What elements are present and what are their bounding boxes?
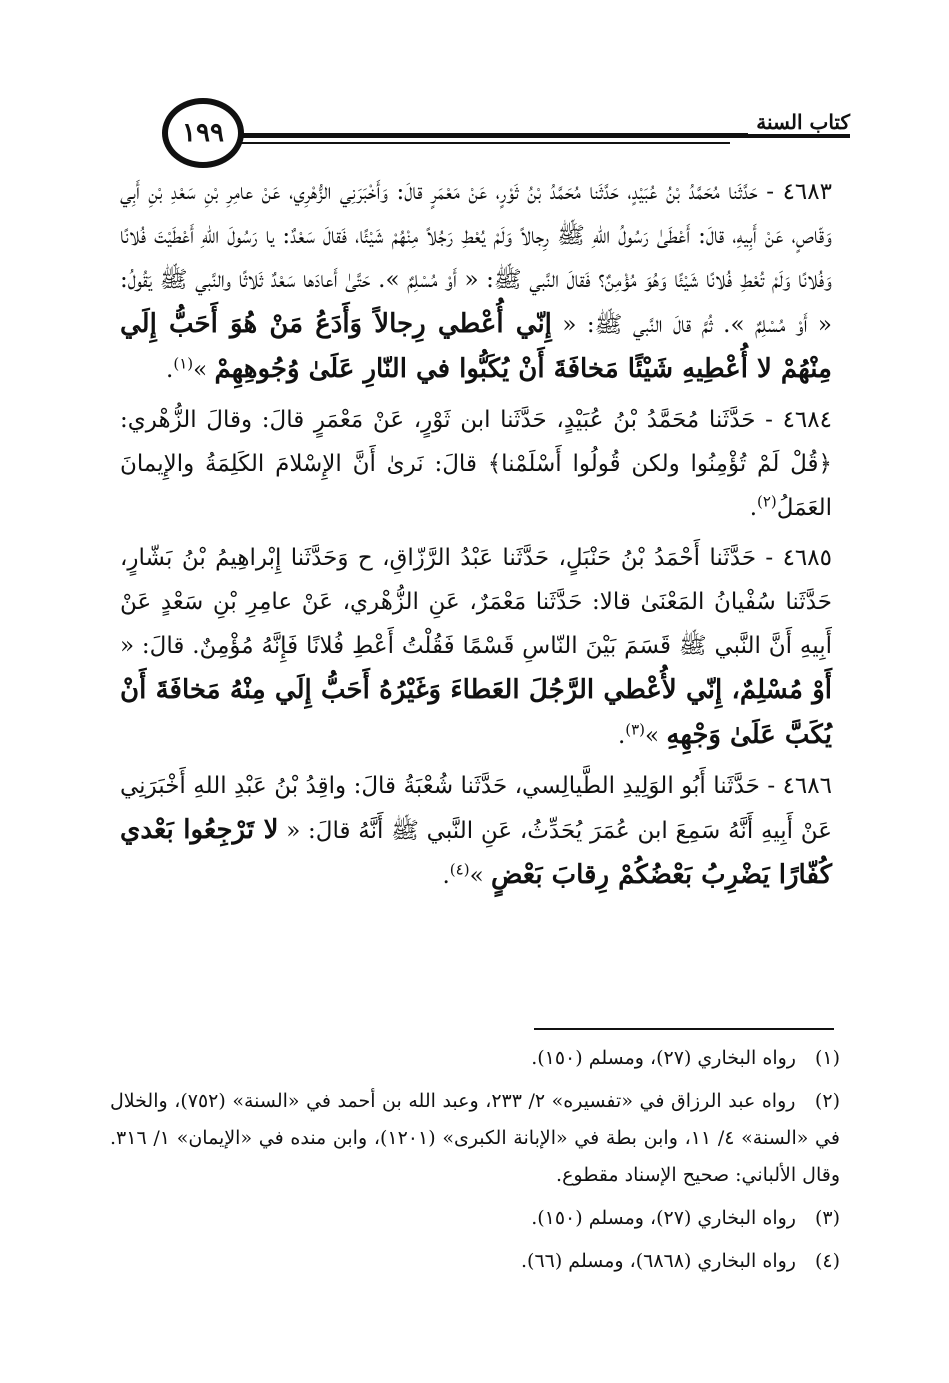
footnote-number: (٢) (814, 1090, 840, 1112)
hadith-paragraph: ٤٦٨٣ - حَدَّثَنا مُحَمَّدُ بْنُ عُبَيْدٍ، حَدَّثَنا مُحَمَّدُ بْنُ ثَوْرٍ، عَنْ مَعْمَرٍ قالَ: وَأَخْبَرَنِي الزُّهْرِي، عَنْ عامِرِ بْنِ سَعْدِ بْنِ أَبِي وَقّاصٍ، عَنْ أَبِيهِ، قالَ: أَعْطَىٰ رَسُولُ اللهِ ﷺ رِجالاً وَلَمْ يُعْطِ رَجُلاً مِنْهُمْ شَيْئًا، فَقالَ سَعْدٌ: يا رَسُولَ اللهِ أَعْطَيْتَ فُلانًا وَفُلانًا وَلَمْ تُعْطِ فُلانًا شَيْئًا وَهُوَ مُؤْمِنٌ؟ فَقالَ النَّبي ﷺ: « أَوْ مُسْلِمٌ ». حَتَّىٰ أَعادَها سَعْدٌ ثَلاثًا والنَّبي ﷺ يَقُولُ: « أَوْ مُسْلِمٌ ». ثُمَّ قالَ النَّبي ﷺ: « إِنّي أُعْطي رِجالاً وَأَدَعُ مَنْ هُوَ أَحَبُّ إِلَي مِنْهُمْ لا أُعْطِيهِ شَيْئًا مَخافَةَ أَنْ يُكَبُّوا في النّارِ عَلَىٰ وُجُوهِهِمْ »$^{(١)}$. (120, 179, 833, 384)
hadith-matn: إِنّي أُعْطي رِجالاً وَأَدَعُ مَنْ هُوَ أَحَبُّ إِلَي مِنْهُمْ لا أُعْطِيهِ شَيْئًا مَخافَةَ أَنْ يُكَبُّوا في النّارِ عَلَىٰ وُجُوهِهِمْ (120, 309, 832, 384)
footnote-ref: (١) (173, 354, 194, 373)
hadith-text: حَدَّثَنا مُحَمَّدُ بْنُ عُبَيْدٍ، حَدَّثَنا مُحَمَّدُ بْنُ ثَوْرٍ، عَنْ مَعْمَرٍ قالَ: وَأَخْبَرَنِي الزُّهْرِي، عَنْ عامِرِ بْنِ سَعْدِ بْنِ أَبِي وَقّاصٍ، عَنْ أَبِيهِ، قالَ: أَعْطَىٰ رَسُولُ اللهِ ﷺ رِجالاً وَلَمْ يُعْطِ رَجُلاً مِنْهُمْ شَيْئًا، فَقالَ سَعْدٌ: يا رَسُولَ اللهِ أَعْطَيْتَ فُلانًا وَفُلانًا وَلَمْ تُعْطِ فُلانًا شَيْئًا وَهُوَ مُؤْمِنٌ؟ فَقالَ النَّبي ﷺ: « أَوْ مُسْلِمٌ ». حَتَّىٰ أَعادَها سَعْدٌ ثَلاثًا والنَّبي ﷺ يَقُولُ: « أَوْ مُسْلِمٌ ». ثُمَّ قالَ النَّبي ﷺ: « (120, 179, 833, 338)
hadith-paragraph: ٤٦٨٤ - حَدَّثَنا مُحَمَّدُ بْنُ عُبَيْدٍ، حَدَّثَنا ابن ثَوْرٍ، عَنْ مَعْمَرٍ قالَ: وقالَ الزُّهْري: ﴿قُلْ لَمْ تُؤْمِنُوا ولكن قُولُوا أَسْلَمْنا﴾ قالَ: نَرىٰ أَنَّ الإِسْلامَ الكَلِمَةُ والإِيمانَ العَمَلُ$^{(٢)}$. (120, 407, 832, 521)
footnote-separator (534, 1028, 834, 1030)
footnote-ref: (٤) (449, 860, 470, 879)
hadith-number: ٤٦٨٥ (782, 545, 832, 571)
footnotes (110, 1040, 840, 1286)
hadith-closing: » (193, 357, 208, 383)
hadith-text: حَدَّثَنا مُحَمَّدُ بْنُ عُبَيْدٍ، حَدَّثَنا ابن ثَوْرٍ، عَنْ مَعْمَرٍ قالَ: وقالَ الزُّهْري: ﴿قُلْ لَمْ تُؤْمِنُوا ولكن قُولُوا أَسْلَمْنا﴾ قالَ: نَرىٰ أَنَّ الإِسْلامَ الكَلِمَةُ والإِيمانَ العَمَلُ (120, 407, 832, 521)
hadith-closing: » (469, 863, 484, 889)
footnote-number: (٤) (814, 1250, 840, 1272)
footnote-text: رواه عبد الرزاق في «تفسيره» ٢/ ٢٣٣، وعبد الله بن أحمد في «السنة» (٧٥٢)، والخلال في «السنة» ٤/ ١١، وابن بطة في «الإبانة الكبرى» (١٢٠١)، وابن منده في «الإيمان» ١/ ٣١٦. وقال الألباني: صحيح الإسناد مقطوع. (110, 1090, 840, 1186)
footnote (110, 1200, 840, 1237)
footnote (110, 1040, 840, 1077)
hadith-paragraph: ٤٦٨٦ - حَدَّثَنا أَبُو الوَلِيدِ الطَّيالِسي، حَدَّثَنا شُعْبَةُ قالَ: واقِدُ بْنُ عَبْدِ اللهِ أَخْبَرَنِي عَنْ أَبِيهِ أَنَّهُ سَمِعَ ابن عُمَرَ يُحَدِّثُ، عَنِ النَّبي ﷺ أَنَّهُ قالَ: « لا تَرْجِعُوا بَعْدي كُفّارًا يَضْرِبُ بَعْضُكُمْ رِقابَ بَعْضٍ »$^{(٤)}$. (120, 773, 833, 890)
footnote-ref: (٣) (625, 720, 646, 739)
footnote-text: رواه البخاري (٦٨٦٨)، ومسلم (٦٦). (520, 1250, 796, 1272)
footnote-ref: (٢) (757, 492, 777, 511)
hadith-number: ٤٦٨٣ (782, 179, 832, 205)
hadith-text: حَدَّثَنا أَحْمَدُ بْنُ حَنْبَلٍ، حَدَّثَنا عَبْدُ الرَّزّاقِ، ح وَحَدَّثَنا إِبْراهِيمُ بْنُ بَشّارٍ، حَدَّثَنا سُفْيانُ المَعْنَىٰ قالا: حَدَّثَنا مَعْمَرٌ، عَنِ الزُّهْري، عَنْ عامِرِ بْنِ سَعْدٍ عَنْ أَبِيهِ أَنَّ النَّبي ﷺ قَسَمَ بَيْنَ النّاسِ قَسْمًا فَقُلْتُ أَعْطِ فُلانًا فَإِنَّهُ مُؤْمِنٌ. قالَ: « (120, 545, 832, 659)
footnote (110, 1243, 840, 1280)
hadith-text: حَدَّثَنا أَبُو الوَلِيدِ الطَّيالِسي، حَدَّثَنا شُعْبَةُ قالَ: واقِدُ بْنُ عَبْدِ اللهِ أَخْبَرَنِي عَنْ أَبِيهِ أَنَّهُ سَمِعَ ابن عُمَرَ يُحَدِّثُ، عَنِ النَّبي ﷺ أَنَّهُ قالَ: « (120, 773, 833, 844)
footnote-number: (١) (814, 1047, 840, 1069)
hadith-closing: » (645, 723, 660, 749)
hadith-paragraph: ٤٦٨٥ - حَدَّثَنا أَحْمَدُ بْنُ حَنْبَلٍ، حَدَّثَنا عَبْدُ الرَّزّاقِ، ح وَحَدَّثَنا إِبْراهِيمُ بْنُ بَشّارٍ، حَدَّثَنا سُفْيانُ المَعْنَىٰ قالا: حَدَّثَنا مَعْمَرٌ، عَنِ الزُّهْري، عَنْ عامِرِ بْنِ سَعْدٍ عَنْ أَبِيهِ أَنَّ النَّبي ﷺ قَسَمَ بَيْنَ النّاسِ قَسْمًا فَقُلْتُ أَعْطِ فُلانًا فَإِنَّهُ مُؤْمِنٌ. قالَ: « أَوْ مُسْلِمٌ، إِنّي لأُعْطي الرَّجُلَ العَطاءَ وَغَيْرُهُ أَحَبُّ إِلَي مِنْهُ مَخافَةَ أَنْ يُكَبَّ عَلَىٰ وَجْهِهِ »$^{(٣)}$. (120, 545, 832, 750)
footnote-number: (٣) (814, 1207, 840, 1229)
main-text (120, 170, 832, 904)
page-header (110, 96, 850, 176)
hadith-matn: لا تَرْجِعُوا بَعْدي كُفّارًا يَضْرِبُ بَعْضُكُمْ رِقابَ بَعْضٍ (120, 815, 832, 890)
hadith-number: ٤٦٨٤ (782, 407, 832, 433)
running-title: كتاب السنة (748, 110, 850, 134)
footnote-text: رواه البخاري (٢٧)، ومسلم (١٥٠). (531, 1207, 796, 1229)
page-number: ١٩٩ (162, 98, 244, 168)
header-rule-thin (230, 142, 730, 144)
footnote-text: رواه البخاري (٢٧)، ومسلم (١٥٠). (531, 1047, 796, 1069)
footnote (110, 1083, 840, 1194)
hadith-matn: أَوْ مُسْلِمٌ، إِنّي لأُعْطي الرَّجُلَ العَطاءَ وَغَيْرُهُ أَحَبُّ إِلَي مِنْهُ مَخافَةَ أَنْ يُكَبَّ عَلَىٰ وَجْهِهِ (120, 675, 832, 750)
hadith-number: ٤٦٨٦ (782, 773, 832, 799)
